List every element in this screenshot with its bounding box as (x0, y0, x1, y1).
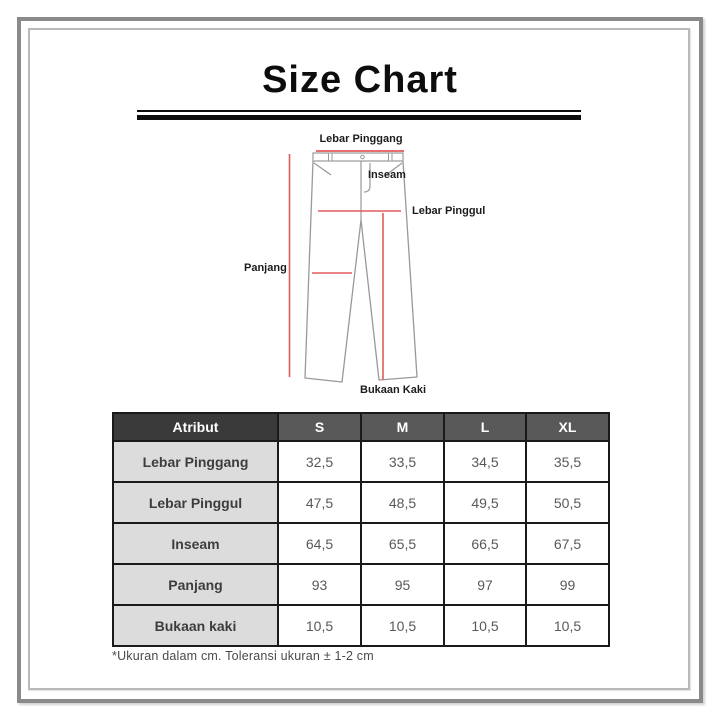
value-cell: 10,5 (444, 605, 526, 646)
value-cell: 10,5 (278, 605, 361, 646)
row-label-lebar-pinggul: Lebar Pinggul (113, 482, 278, 523)
label-lebar-pinggang: Lebar Pinggang (319, 133, 403, 145)
title-divider (137, 110, 581, 120)
value-cell: 66,5 (444, 523, 526, 564)
header-cell-size-xl: XL (526, 413, 609, 441)
label-lebar-pinggul: Lebar Pinggul (412, 205, 486, 217)
header-cell-size-l: L (444, 413, 526, 441)
value-cell: 95 (361, 564, 444, 605)
row-label-panjang: Panjang (113, 564, 278, 605)
value-cell: 10,5 (361, 605, 444, 646)
table-row (113, 523, 609, 564)
value-cell: 32,5 (278, 441, 361, 482)
belt-loop-right (389, 153, 393, 161)
header-cell-size-s: S (278, 413, 361, 441)
label-inseam: Inseam (368, 169, 406, 181)
pants-measurement-diagram (230, 132, 500, 402)
row-label-bukaan-kaki: Bukaan kaki (113, 605, 278, 646)
value-cell: 93 (278, 564, 361, 605)
divider-thick-line (137, 115, 581, 120)
size-table (112, 412, 610, 647)
label-bukaan-kaki: Bukaan Kaki (360, 384, 427, 396)
belt-loop-left (329, 153, 333, 161)
value-cell: 35,5 (526, 441, 609, 482)
page-title: Size Chart (262, 59, 458, 101)
value-cell: 97 (444, 564, 526, 605)
value-cell: 64,5 (278, 523, 361, 564)
value-cell: 65,5 (361, 523, 444, 564)
table-row (113, 482, 609, 523)
table-row (113, 605, 609, 646)
value-cell: 48,5 (361, 482, 444, 523)
value-cell: 34,5 (444, 441, 526, 482)
value-cell: 49,5 (444, 482, 526, 523)
label-panjang: Panjang (244, 262, 287, 274)
size-tolerance-note: *Ukuran dalam cm. Toleransi ukuran ± 1-2 cm (112, 649, 374, 663)
value-cell: 67,5 (526, 523, 609, 564)
size-table-header-row (113, 413, 609, 441)
header-cell-attribute: Atribut (113, 413, 278, 441)
value-cell: 47,5 (278, 482, 361, 523)
value-cell: 33,5 (361, 441, 444, 482)
table-row (113, 564, 609, 605)
value-cell: 99 (526, 564, 609, 605)
value-cell: 10,5 (526, 605, 609, 646)
value-cell: 50,5 (526, 482, 609, 523)
row-label-lebar-pinggang: Lebar Pinggang (113, 441, 278, 482)
row-label-inseam: Inseam (113, 523, 278, 564)
header-cell-size-m: M (361, 413, 444, 441)
table-row (113, 441, 609, 482)
